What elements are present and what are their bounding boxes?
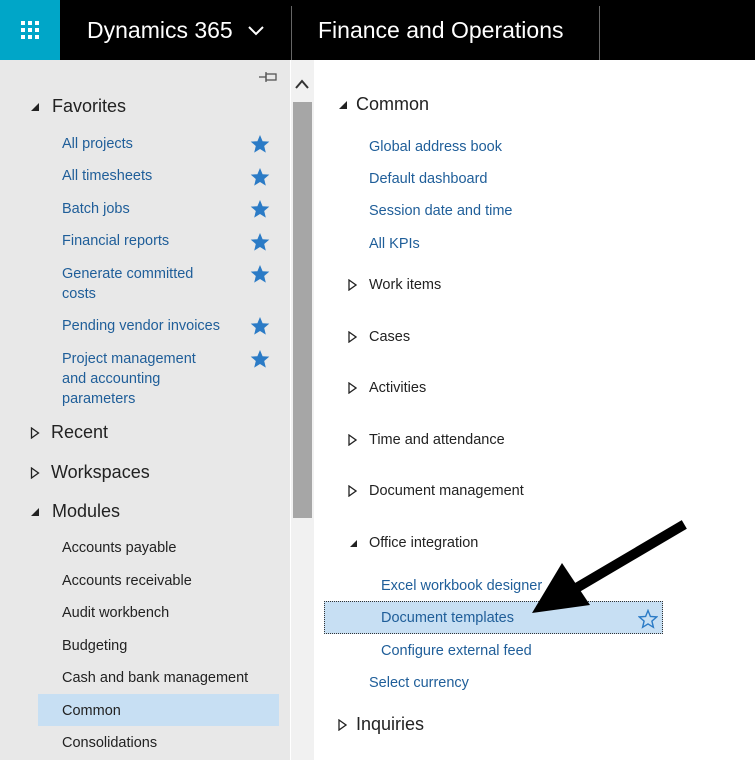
favorite-link[interactable]: All timesheets [62,168,153,184]
app-title: Finance and Operations [318,17,564,43]
favorite-link[interactable]: Pending vendor invoices [62,318,220,334]
favorite-link[interactable]: Project management and accounting parameters [62,351,196,407]
chevron-up-icon[interactable] [294,78,310,90]
star-filled-icon[interactable] [250,349,270,369]
content-link[interactable]: Configure external feed [381,643,532,659]
group-work-items[interactable] [348,277,441,293]
star-filled-icon[interactable] [250,264,270,284]
brand-label: Dynamics 365 [87,17,233,43]
expand-triangle-icon [30,467,40,479]
favorite-link[interactable]: Financial reports [62,233,170,249]
group-label: Cases [369,329,411,345]
star-filled-icon[interactable] [250,232,270,252]
navigation-pane [0,60,290,760]
scrollbar-thumb[interactable] [293,102,312,518]
group-label: Office integration [369,535,479,551]
module-item[interactable]: Cash and bank management [62,670,249,686]
inquiries-section-header[interactable] [338,714,424,735]
common-section-header[interactable] [338,94,429,115]
collapse-triangle-icon [338,100,348,110]
brand-menu[interactable] [87,14,265,46]
content-link[interactable]: Select currency [369,675,469,691]
favorites-label: Favorites [52,96,127,116]
document-templates-link[interactable]: Document templates [381,610,514,626]
header-divider [291,6,292,60]
expand-triangle-icon [348,434,357,446]
group-label: Work items [369,277,442,293]
waffle-icon [21,21,39,39]
content-link[interactable]: Global address book [369,139,502,155]
modules-header[interactable] [30,501,120,522]
favorite-link[interactable]: All projects [62,136,133,152]
expand-triangle-icon [30,427,40,439]
module-item-selected[interactable]: Common [62,703,121,719]
group-label: Activities [369,380,427,396]
content-link[interactable]: Default dashboard [369,171,488,187]
collapse-triangle-icon [30,507,40,517]
nav-scrollbar[interactable] [291,60,314,760]
star-filled-icon[interactable] [250,316,270,336]
pin-icon[interactable] [258,70,278,84]
content-link[interactable]: All KPIs [369,236,420,252]
expand-triangle-icon [338,719,347,731]
favorite-link[interactable]: Batch jobs [62,201,130,217]
group-label: Document management [369,483,524,499]
group-activities[interactable] [348,380,426,396]
module-item[interactable]: Consolidations [62,735,158,751]
group-label: Time and attendance [369,432,505,448]
expand-triangle-icon [348,485,357,497]
group-cases[interactable] [348,329,410,345]
expand-triangle-icon [348,382,357,394]
group-time-and-attendance[interactable] [348,432,505,448]
favorites-header[interactable] [30,96,126,117]
content-link[interactable]: Excel workbook designer [381,578,543,594]
star-filled-icon[interactable] [250,134,270,154]
favorite-link[interactable]: Generate committed costs [62,266,194,302]
modules-label: Modules [52,501,121,521]
header-divider [599,6,600,60]
recent-label: Recent [51,422,109,442]
recent-header[interactable] [30,422,108,443]
app-launcher-button[interactable] [0,0,60,60]
expand-triangle-icon [348,279,357,291]
collapse-triangle-icon [30,102,40,112]
annotation-arrow-icon [520,515,690,615]
group-document-management[interactable] [348,483,524,499]
expand-triangle-icon [348,331,357,343]
workspaces-header[interactable] [30,462,150,483]
group-office-integration[interactable] [349,535,478,551]
section-title: Common [356,94,430,114]
collapse-triangle-icon [349,539,358,548]
module-item[interactable]: Accounts receivable [62,573,192,589]
workspaces-label: Workspaces [51,462,150,482]
module-item[interactable]: Accounts payable [62,540,177,556]
chevron-down-icon [247,21,265,39]
module-item[interactable]: Budgeting [62,638,128,654]
top-bar [0,0,755,60]
section-title: Inquiries [356,714,425,734]
star-filled-icon[interactable] [250,199,270,219]
content-link[interactable]: Session date and time [369,203,513,219]
module-item[interactable]: Audit workbench [62,605,170,621]
star-filled-icon[interactable] [250,167,270,187]
